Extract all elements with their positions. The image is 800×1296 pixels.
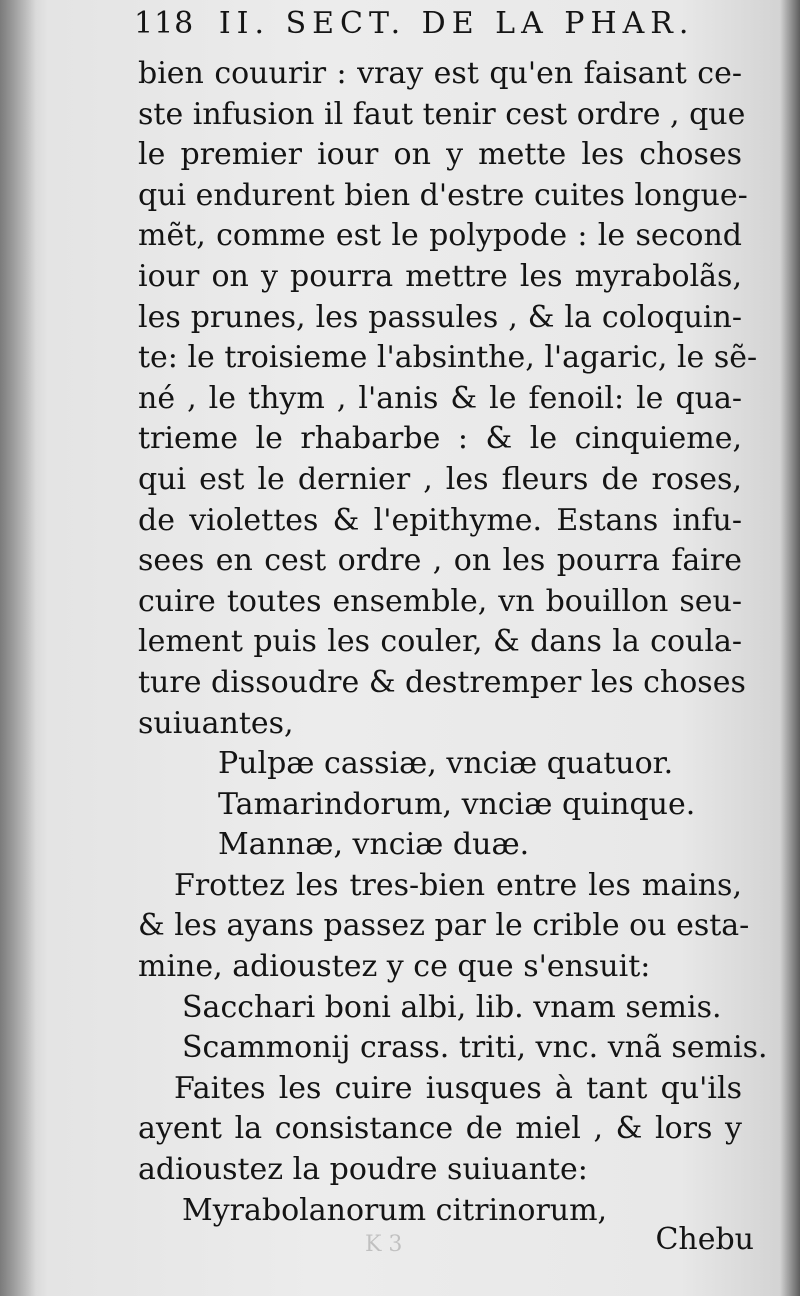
text-line: mẽt, comme est le polypode : le second bbox=[138, 218, 742, 254]
recipe-line: Pulpæ cassiæ, vnciæ quatuor. bbox=[218, 746, 674, 782]
text-line: adioustez la poudre suiuante: bbox=[138, 1152, 588, 1188]
running-head: II. SECT. DE LA PHAR. bbox=[218, 6, 695, 41]
text-line: iour on y pourra mettre les myrabolãs, bbox=[138, 258, 742, 294]
gutter-shadow bbox=[0, 0, 36, 1296]
text-line: bien couurir : vray est qu'en faisant ce- bbox=[138, 56, 742, 91]
text-line: né , le thym , l'anis & le fenoil: le qua- bbox=[138, 380, 742, 416]
text-line: qui endurent bien d'estre cuites longue- bbox=[138, 177, 748, 213]
text-line: sees en cest ordre , on les pourra faire bbox=[138, 543, 742, 579]
recipe-line: Scammonij crass. triti, vnc. vnã semis. bbox=[182, 1030, 768, 1066]
text-line: & les ayans passez par le crible ou esta- bbox=[138, 908, 750, 944]
text-line: suiuantes, bbox=[138, 705, 294, 741]
recipe-line: Myrabolanorum citrinorum, bbox=[182, 1192, 608, 1228]
text-line: qui est le dernier , les fleurs de roses, bbox=[138, 461, 742, 497]
signature-mark: K 3 bbox=[365, 1232, 403, 1257]
text-line: les prunes, les passules , & la coloquin- bbox=[138, 299, 742, 335]
text-line: cuire toutes ensemble, vn bouillon seu- bbox=[138, 583, 742, 619]
text-line: le premier iour on y mette les choses bbox=[138, 137, 742, 173]
recipe-line: Tamarindorum, vnciæ quinque. bbox=[218, 786, 696, 822]
text-line: de violettes & l'epithyme. Estans infu- bbox=[138, 502, 742, 538]
main-text bbox=[138, 54, 768, 1231]
page-edge-shadow bbox=[780, 0, 800, 1296]
text-line: ste infusion il faut tenir cest ordre , que bbox=[138, 96, 746, 132]
text-line: ture dissoudre & destremper les choses bbox=[138, 664, 746, 700]
text-line: Faites les cuire iusques à tant qu'ils bbox=[174, 1070, 742, 1106]
text-line: te: le troisieme l'absinthe, l'agaric, le sẽ- bbox=[138, 340, 758, 376]
recipe-line: Sacchari boni albi, lib. vnam semis. bbox=[182, 989, 722, 1025]
text-line: lement puis les couler, & dans la coula- bbox=[138, 624, 742, 660]
text-line: ayent la consistance de miel , & lors y bbox=[138, 1111, 742, 1147]
catchword: Chebu bbox=[655, 1222, 754, 1257]
text-line: Frottez les tres-bien entre les mains, bbox=[174, 867, 742, 903]
text-line: mine, adioustez y ce que s'ensuit: bbox=[138, 949, 651, 985]
recipe-line: Mannæ, vnciæ duæ. bbox=[218, 827, 530, 863]
text-line: trieme le rhabarbe : & le cinquieme, bbox=[138, 421, 742, 457]
folio-number: 118 bbox=[134, 6, 195, 41]
page-header bbox=[134, 6, 694, 41]
